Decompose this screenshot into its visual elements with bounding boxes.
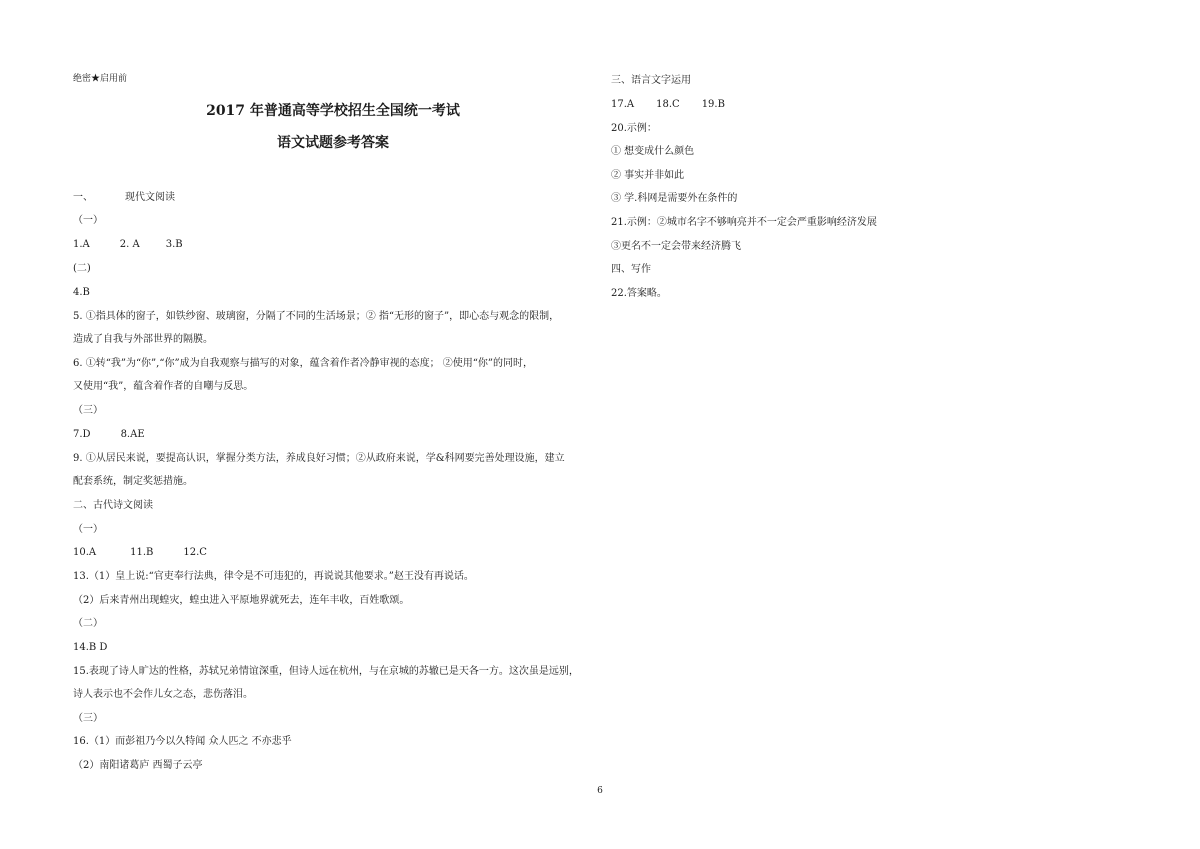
section-3-heading: 三、语言文字运用: [611, 75, 691, 86]
answers-7-8: [73, 428, 145, 442]
answer-15-line-1: 15.表现了诗人旷达的性格，苏轼兄弟情谊深重，但诗人远在杭州，与在京城的苏辙已是天各一方。这次虽是远别，: [73, 666, 579, 677]
answer-18: 18.C: [656, 99, 680, 110]
answer-5-line-1: 5. ①指具体的窗子，如铁纱窗、玻璃窗，分隔了不同的生活场景；② 指“无形的窗子”，即心态与观念的限制，: [73, 311, 560, 322]
answer-7: 7.D: [73, 429, 91, 440]
answer-22: 22.答案略。: [611, 288, 667, 299]
answer-14: 14.B D: [73, 642, 108, 653]
answers-1-3: [73, 238, 183, 252]
answer-20-label: 20.示例：: [611, 123, 657, 134]
answer-12: 12.C: [183, 547, 207, 558]
part-2b-label: （二）: [73, 618, 103, 629]
answers-10-12: [73, 546, 207, 560]
part-2c-label: （三）: [73, 713, 103, 724]
answer-16-1: 16.（1）而彭祖乃今以久特闻 众人匹之 不亦悲乎: [73, 736, 292, 747]
answer-4: 4.B: [73, 287, 90, 298]
answer-13-1: 13.（1）皇上说:“官吏奉行法典，律令是不可违犯的，再说说其他要求。”赵王没有再说话。: [73, 571, 474, 582]
section-1-number: 一、: [73, 192, 93, 203]
answer-6-line-1: 6. ①转“我”为“你”,“你”成为自我观察与描写的对象，蕴含着作者冷静审视的态度； ②使用“你”的同时，: [73, 358, 533, 369]
answer-20-item-1: ① 想变成什么颜色: [611, 146, 695, 157]
answer-6-line-2: 又使用“我”，蕴含着作者的自嘲与反思。: [73, 381, 254, 392]
part-1c-label: （三）: [73, 405, 103, 416]
answer-11: 11.B: [130, 547, 154, 558]
answers-17-19: [611, 98, 725, 112]
answer-10: 10.A: [73, 547, 97, 558]
answer-21-line-1: 21.示例：②城市名字不够响亮并不一定会严重影响经济发展: [611, 217, 877, 228]
answer-9-line-1: 9. ①从居民来说，要提高认识，掌握分类方法，养成良好习惯；②从政府来说，学&科网要完善处理设施，建立: [73, 453, 565, 464]
section-1-heading: [73, 191, 175, 205]
page-number: 6: [597, 786, 603, 796]
answer-16-2: （2）南阳诸葛庐 西蜀子云亭: [73, 760, 203, 771]
part-1b-label: (二): [73, 263, 91, 274]
answer-15-line-2: 诗人表示也不会作儿女之态，悲伤落泪。: [73, 689, 253, 700]
answer-2: 2. A: [119, 239, 140, 250]
answer-17: 17.A: [611, 99, 635, 110]
answer-19: 19.B: [701, 99, 725, 110]
answer-20-item-2: ② 事实并非如此: [611, 170, 685, 181]
exam-title: 2017 年普通高等学校招生全国统一考试: [206, 103, 460, 119]
section-4-heading: 四、写作: [611, 264, 651, 275]
answer-13-2: （2）后来青州出现蝗灾，蝗虫进入平原地界就死去，连年丰收，百姓歌颂。: [73, 595, 410, 606]
part-2a-label: （一）: [73, 524, 103, 535]
answer-8: 8.AE: [120, 429, 145, 440]
answer-3: 3.B: [165, 239, 183, 250]
answer-5-line-2: 造成了自我与外部世界的隔膜。: [73, 334, 213, 345]
answer-20-item-3: ③ 学.科网是需要外在条件的: [611, 193, 738, 204]
answer-9-line-2: 配套系统，制定奖惩措施。: [73, 476, 193, 487]
section-2-heading: 二、古代诗文阅读: [73, 500, 153, 511]
confidential-header: 绝密★启用前: [73, 74, 128, 84]
exam-subtitle: 语文试题参考答案: [277, 135, 389, 151]
answer-21-line-2: ③更名不一定会带来经济腾飞: [611, 241, 741, 252]
section-1-name: 现代文阅读: [125, 192, 175, 203]
part-1a-label: （一）: [73, 215, 103, 226]
answer-1: 1.A: [73, 239, 90, 250]
